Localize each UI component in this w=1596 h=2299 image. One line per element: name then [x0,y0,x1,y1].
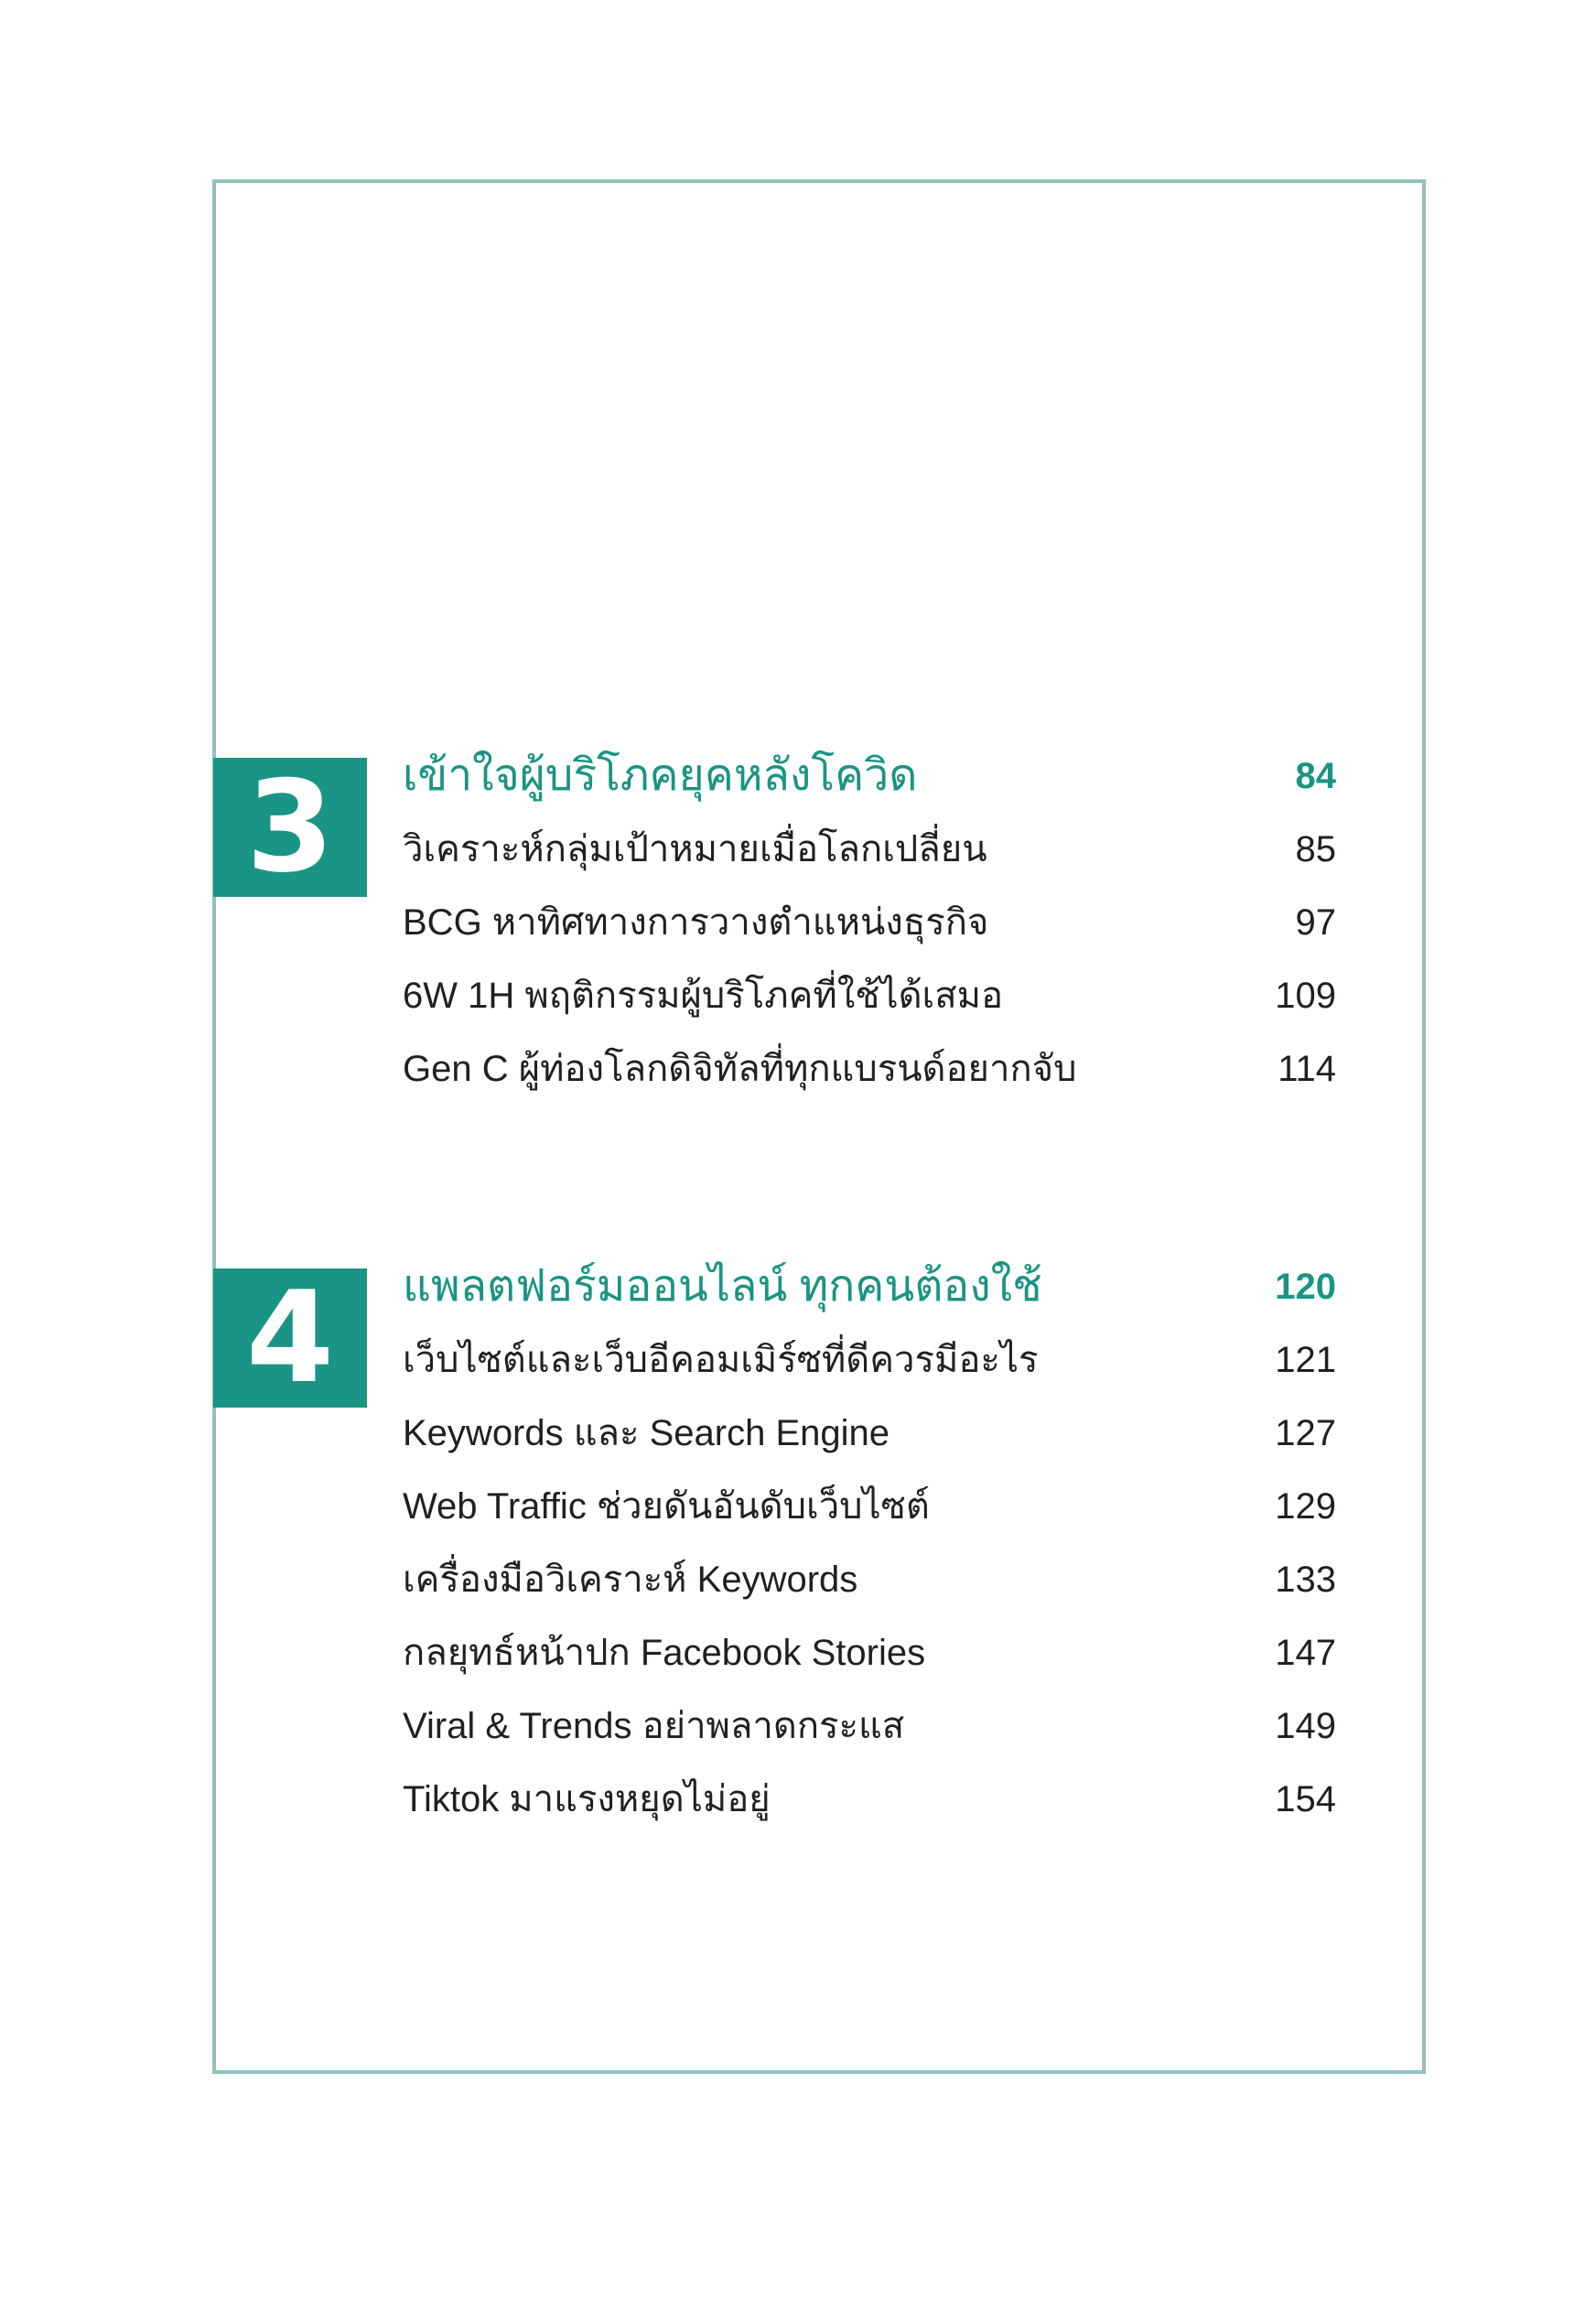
chapter-title: เข้าใจผู้บริโภคยุคหลังโควิด [403,751,918,800]
toc-entry[interactable] [403,1699,1336,1754]
toc-entry-page: 97 [1295,902,1336,943]
chapter-title-row[interactable] [403,1259,1336,1314]
toc-entry[interactable] [403,1406,1336,1461]
toc-entry-label: Web Traffic ช่วยดันอันดับเว็บไซต์ [403,1486,930,1527]
toc-entry[interactable] [403,968,1336,1023]
chapter-number-badge: 4 [213,1268,367,1408]
toc-entry-label: BCG หาทิศทางการวางตำแหน่งธุรกิจ [403,902,989,943]
toc-entry-page: 133 [1275,1560,1336,1600]
toc-entry-label: กลยุทธ์หน้าปก Facebook Stories [403,1633,926,1673]
toc-entry[interactable] [403,895,1336,950]
toc-entry-label: วิเคราะห์กลุ่มเป้าหมายเมื่อโลกเปลี่ยน [403,829,987,869]
chapter-number-badge: 3 [213,758,367,897]
toc-entry-label: Viral & Trends อย่าพลาดกระแส [403,1706,905,1746]
toc-entry-page: 109 [1275,976,1336,1016]
toc-entry-page: 127 [1275,1413,1336,1453]
toc-entry[interactable] [403,822,1336,877]
chapter-title-page: 84 [1295,756,1336,796]
toc-entry[interactable] [403,1479,1336,1534]
toc-entry-label: Keywords และ Search Engine [403,1413,890,1453]
chapter-title-row[interactable] [403,749,1336,804]
toc-entry-label: เว็บไซต์และเว็บอีคอมเมิร์ซที่ดีควรมีอะไร [403,1340,1039,1380]
toc-entry[interactable] [403,1333,1336,1387]
toc-entry-label: 6W 1H พฤติกรรมผู้บริโภคที่ใช้ได้เสมอ [403,976,1004,1016]
chapter-title: แพลตฟอร์มออนไลน์ ทุกคนต้องใช้ [403,1262,1042,1311]
toc-entry-page: 114 [1278,1049,1336,1089]
toc-entry-page: 129 [1275,1486,1336,1527]
toc-entry-page: 121 [1275,1340,1336,1380]
toc-entry-page: 147 [1275,1633,1336,1673]
toc-entry-label: Tiktok มาแรงหยุดไม่อยู่ [403,1779,771,1819]
toc-entry[interactable] [403,1552,1336,1607]
toc-entry-label: Gen C ผู้ท่องโลกดิจิทัลที่ทุกแบรนด์อยากจับ [403,1049,1077,1089]
toc-entry-label: เครื่องมือวิเคราะห์ Keywords [403,1560,858,1600]
toc-entry-page: 149 [1275,1706,1336,1746]
toc-entry[interactable] [403,1625,1336,1680]
toc-entry-page: 154 [1275,1779,1336,1819]
toc-entry[interactable] [403,1042,1336,1096]
chapter-title-page: 120 [1275,1267,1336,1307]
toc-entry[interactable] [403,1772,1336,1827]
toc-entry-page: 85 [1295,829,1336,869]
